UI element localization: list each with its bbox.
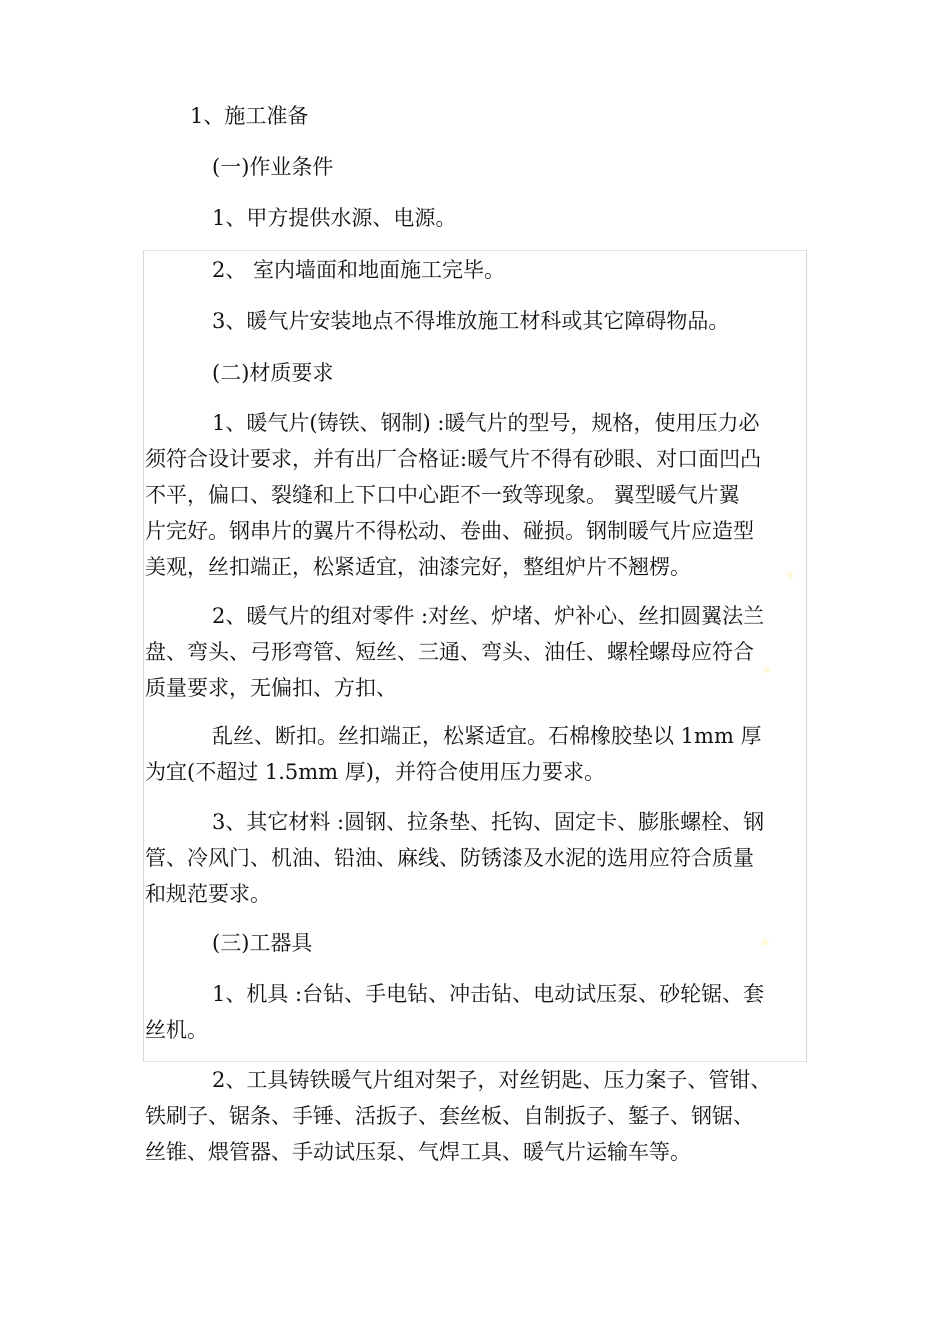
tools-heading: (三)工器具	[212, 931, 313, 955]
text-line: 质量要求，无偏扣、方扣、	[145, 676, 397, 700]
text-line: 1、暖气片(铸铁、钢制) :暖气片的型号，规格，使用压力必	[212, 411, 760, 435]
text-line: 铁刷子、锯条、手锤、活扳子、套丝板、自制扳子、錾子、钢锯、	[145, 1104, 754, 1128]
scan-speck	[760, 938, 770, 948]
condition-item: 1、甲方提供水源、电源。	[212, 206, 457, 230]
text-line: 管、冷风门、机油、铅油、麻线、防锈漆及水泥的选用应符合质量	[145, 846, 754, 870]
conditions-heading: (一)作业条件	[212, 155, 334, 179]
material-paragraph-3	[145, 804, 805, 912]
text-line: 3、其它材料 :圆钢、拉条垫、托钩、固定卡、膨胀螺栓、钢	[212, 810, 765, 834]
text-line: 丝机。	[145, 1018, 208, 1042]
scan-speck	[762, 665, 772, 675]
condition-item: 2、 室内墙面和地面施工完毕。	[212, 258, 506, 282]
text-line: 2、工具铸铁暖气片组对架子，对丝钥匙、压力案子、管钳、	[212, 1068, 772, 1092]
condition-item: 3、暖气片安装地点不得堆放施工材科或其它障碍物品。	[212, 309, 730, 333]
text-line: 盘、弯头、弓形弯管、短丝、三通、弯头、油任、螺栓螺母应符合	[145, 640, 754, 664]
text-line: 丝锥、煨管器、手动试压泵、气焊工具、暖气片运输车等。	[145, 1140, 691, 1164]
text-line: 不平，偏口、裂缝和上下口中心距不一致等现象。 翼型暖气片翼	[145, 483, 740, 507]
text-line: 2、暖气片的组对零件 :对丝、炉堵、炉补心、丝扣圆翼法兰	[212, 604, 765, 628]
text-line: 乱丝、断扣。丝扣端正，松紧适宜。石棉橡胶垫以 1mm 厚	[212, 724, 762, 748]
materials-heading: (二)材质要求	[212, 361, 334, 385]
tool-paragraph-2	[145, 1062, 805, 1170]
material-paragraph-2b	[145, 718, 805, 790]
text-line: 须符合设计要求，并有出厂合格证:暖气片不得有砂眼、对口面凹凸	[145, 447, 762, 471]
material-paragraph-2	[145, 598, 805, 706]
text-line: 片完好。钢串片的翼片不得松动、卷曲、碰损。钢制暖气片应造型	[145, 519, 754, 543]
text-line: 为宜(不超过 1.5mm 厚)，并符合使用压力要求。	[145, 760, 605, 784]
section-title: 1、施工准备	[190, 104, 309, 128]
text-line: 和规范要求。	[145, 882, 271, 906]
material-paragraph-1	[145, 405, 805, 585]
tool-paragraph-1	[145, 976, 805, 1048]
scan-speck	[785, 570, 795, 580]
text-line: 美观，丝扣端正，松紧适宜，油漆完好，整组炉片不翘楞。	[145, 555, 691, 579]
text-line: 1、机具 :台钻、手电钻、冲击钻、电动试压泵、砂轮锯、套	[212, 982, 765, 1006]
